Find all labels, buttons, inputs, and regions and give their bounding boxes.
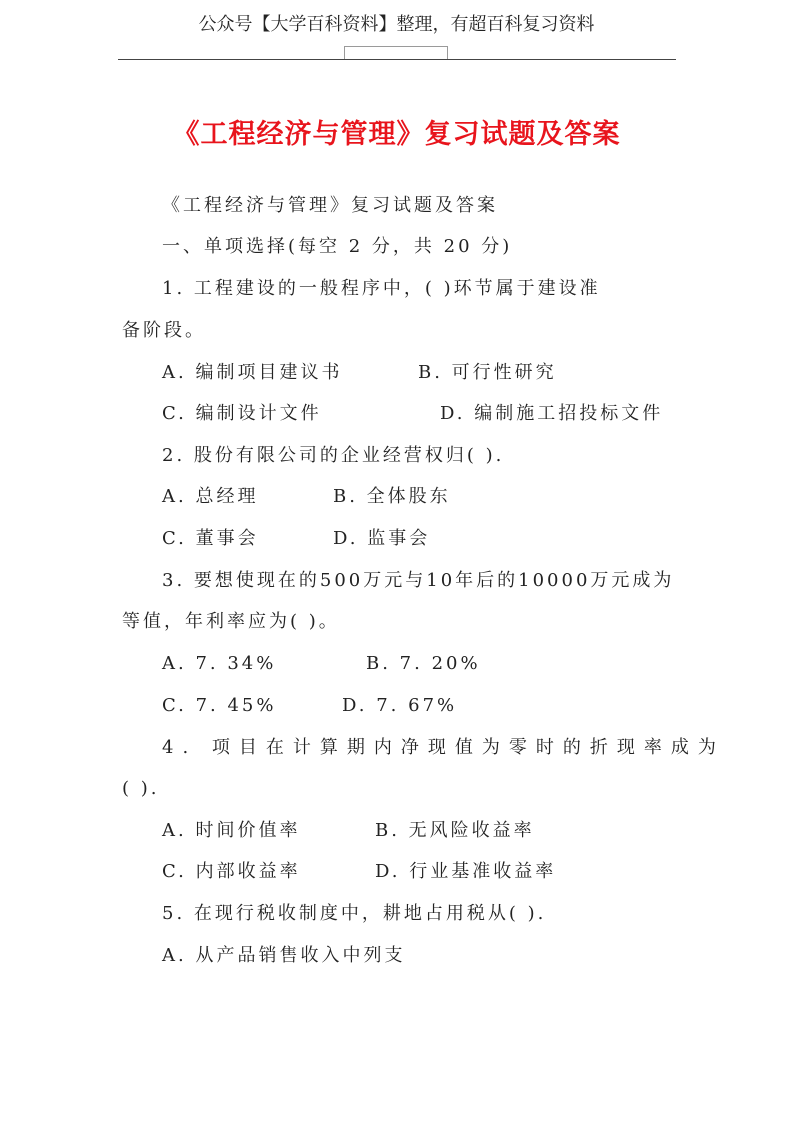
question-3-option-b: B. 7. 20% bbox=[366, 653, 481, 674]
document-subtitle: 《工程经济与管理》复习试题及答案 bbox=[162, 195, 498, 216]
header-tab-decoration bbox=[344, 46, 448, 59]
question-5-text: 5. 在现行税收制度中，耕地占用税从( ). bbox=[162, 903, 547, 924]
question-4-option-d: D. 行业基准收益率 bbox=[375, 861, 557, 882]
question-2-option-b: B. 全体股东 bbox=[333, 486, 451, 507]
question-3-option-c: C. 7. 45% bbox=[162, 695, 277, 716]
page-header: 公众号【大学百科资料】整理，有超百科复习资料 bbox=[198, 14, 595, 35]
question-4-text-cont: ( ). bbox=[122, 778, 160, 799]
question-3-text-cont: 等值，年利率应为( )。 bbox=[122, 611, 340, 632]
question-4-text: 4. 项目在计算期内净现值为零时的折现率成为 bbox=[162, 737, 725, 758]
document-title: 《工程经济与管理》复习试题及答案 bbox=[172, 119, 621, 150]
question-3-text: 3. 要想使现在的500万元与10年后的10000万元成为 bbox=[162, 570, 675, 591]
question-3-option-d: D. 7. 67% bbox=[342, 695, 458, 716]
question-3-option-a: A. 7. 34% bbox=[162, 653, 277, 674]
question-1-option-b: B. 可行性研究 bbox=[418, 362, 557, 383]
question-4-option-a: A. 时间价值率 bbox=[162, 820, 301, 841]
question-4-option-c: C. 内部收益率 bbox=[162, 861, 301, 882]
question-1-text-cont: 备阶段。 bbox=[122, 320, 206, 341]
section-heading: 一、单项选择(每空 2 分，共 20 分) bbox=[162, 236, 513, 257]
question-2-text: 2. 股份有限公司的企业经营权归( ). bbox=[162, 445, 505, 466]
header-divider bbox=[118, 59, 676, 60]
question-1-option-d: D. 编制施工招投标文件 bbox=[440, 403, 664, 424]
question-1-text: 1. 工程建设的一般程序中，( )环节属于建设准 bbox=[162, 278, 601, 299]
question-1-option-a: A. 编制项目建议书 bbox=[162, 362, 343, 383]
question-2-option-d: D. 监事会 bbox=[333, 528, 431, 549]
question-5-option-a: A. 从产品销售收入中列支 bbox=[162, 945, 406, 966]
question-1-option-c: C. 编制设计文件 bbox=[162, 403, 322, 424]
question-4-option-b: B. 无风险收益率 bbox=[375, 820, 535, 841]
question-2-option-a: A. 总经理 bbox=[162, 486, 259, 507]
question-2-option-c: C. 董事会 bbox=[162, 528, 259, 549]
